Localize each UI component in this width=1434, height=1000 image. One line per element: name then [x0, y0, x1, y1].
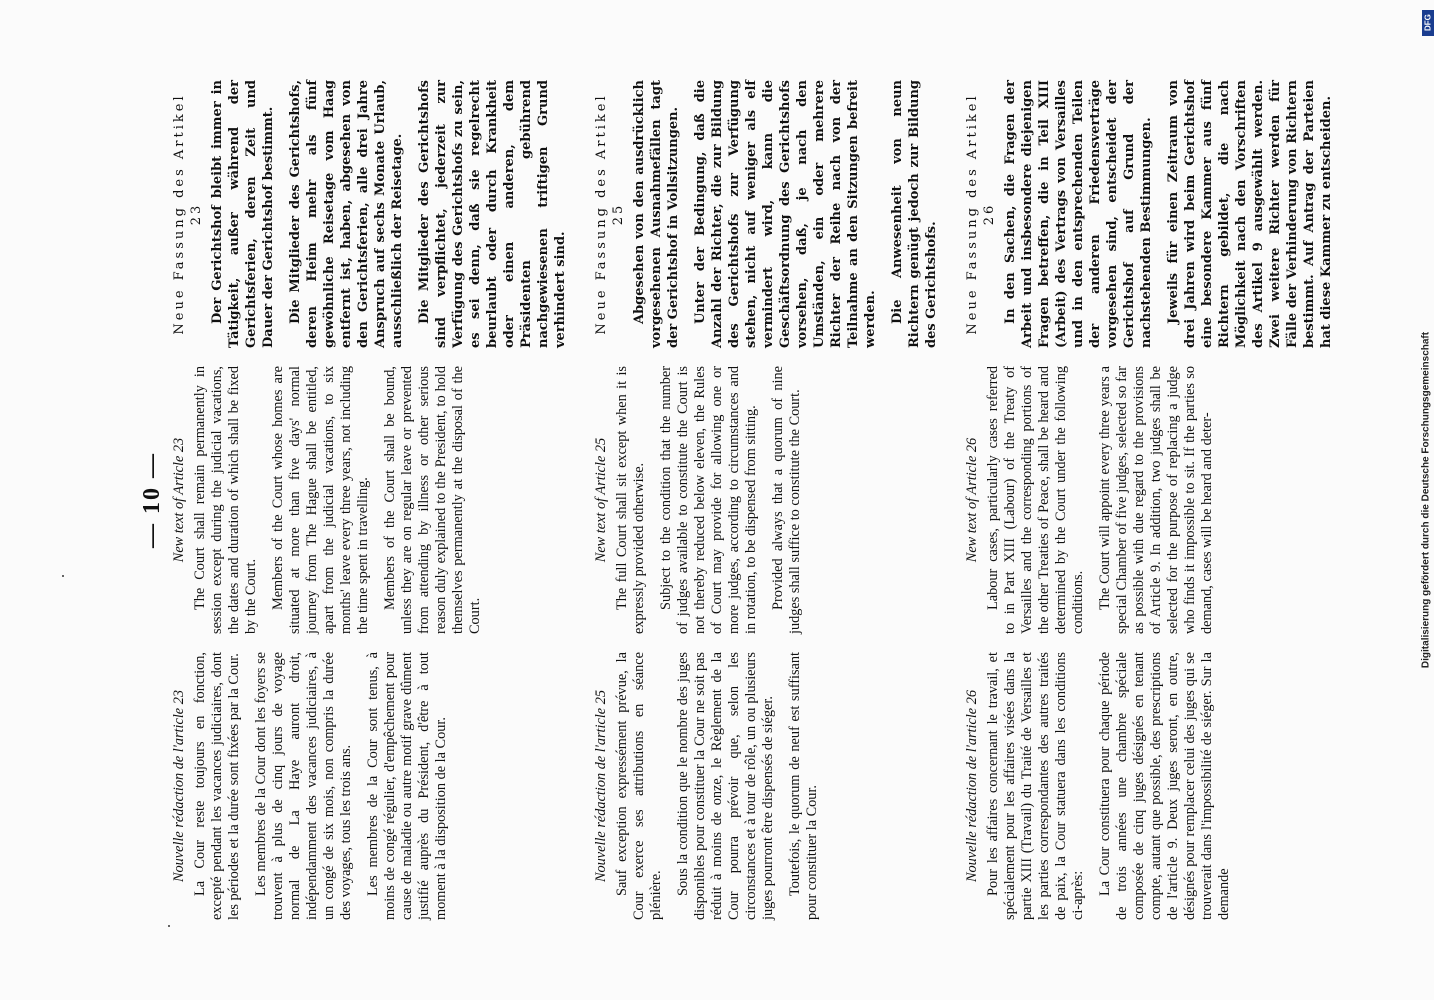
section-heading: Neue Fassung des Artikel 23 [172, 93, 204, 335]
english-column [964, 366, 1335, 634]
french-column [964, 652, 1335, 920]
paragraph: Die Mitglieder des Gerichtshofs sind verpflichtet, jederzeit zur Verfügung des Gerichtshofs zu sein, es sei denn, daß sie regelrecht beurlaubt oder durch Krankheit oder einen anderen, dem Präsidenten gebührend nachgewiesenen triftigen Grund verhindert sind. [417, 80, 568, 348]
paragraph: Les membres de la Cour sont tenus, à moins de congé régulier, d'empêchement pour cause de maladie ou autre motif grave dûment justifié auprès du Président, d'être à tout moment à la disposition de la Cour. [365, 652, 449, 920]
paragraph: In den Sachen, die Fragen der Arbeit und insbesondere diejenigen Fragen betreffen, die in Teil XIII (Arbeit) des Vertrags von Versailles und in den entsprechenden Teilen der anderen Friedensverträge vorgesehen sind, entscheidet der Gerichtshof auf Grund der nachstehenden Bestimmungen. [1003, 80, 1154, 348]
section-heading: Nouvelle rédaction de l'article 25 [593, 689, 609, 883]
paragraph: La Cour reste toujours en fonction, excepté pendant les vacances judiciaires, dont les périodes et la durée sont fixées par la Cour. [192, 652, 242, 920]
digitization-note: Digitalisierung gefördert durch die Deutsche Forschungsgemeinschaft [1420, 331, 1432, 669]
paragraph: The Court shall remain permanently in session except during the judicial vacations, the dates and duration of which shall be fixed by the Court. [192, 366, 259, 634]
section-heading: Nouvelle rédaction de l'article 23 [171, 689, 187, 883]
section-heading: New text of Article 26 [964, 437, 980, 563]
paragraph: The full Court shall sit except when it is expressly provided otherwise. [614, 366, 647, 634]
paragraph: Abgesehen von den ausdrücklich vorgesehenen Ausnahmefällen tagt der Gerichtshof in Vollsitzungen. [632, 80, 681, 348]
section-heading: Neue Fassung des Artikel 26 [965, 93, 997, 335]
paragraph: Members of the Court whose homes are situated at more than five days' normal journey from The Hague shall be entitled, apart from the judicial vacations, to six months' leave every three years, not including the time spent in travelling. [270, 366, 371, 634]
digitization-stamp [1417, 8, 1434, 988]
paragraph: Pour les affaires concernant le travail, et spécialement pour les affaires visées dans la partie XIII (Travail) du Traité de Versailles et les parties correspondantes des autres traités de paix, la Cour statuera dans les conditions ci-après: [985, 652, 1086, 920]
section-heading: New text of Article 25 [593, 437, 609, 563]
french-column [593, 652, 940, 920]
english-column [171, 366, 569, 634]
paragraph: Sous la condition que le nombre des juges disponibles pour constituer la Cour ne soit pas réduit à moins de onze, le Règlement de la Cour pourra prévoir que, selon les circonstances et à tour de rôle, un ou plusieurs juges pourront être dispensés de siéger. [675, 652, 776, 920]
paragraph: La Cour constituera pour chaque période de trois années une chambre spéciale composée de cinq juges désignés en tenant compte, autant que possible, des prescriptions de l'article 9. Deux juges seront, en outre, désignés pour remplacer celui des juges qui se trouverait dans l'impossibilité de siéger. Sur la demande [1097, 652, 1232, 920]
paragraph: Jeweils für einen Zeitraum von drei Jahren wird beim Gerichtshof eine besondere Kammer aus fünf Richtern gebildet, die nach Möglichkeit nach den Vorschriften des Artikel 9 ausgewählt werden. Zwei weitere Richter werden für Fälle der Verhinderung von Richtern bestimmt. Auf Antrag der Parteien hat diese Kammer zu entscheiden. [1166, 80, 1334, 348]
german-column [593, 80, 940, 348]
german-column [964, 80, 1335, 348]
paragraph: Subject to the condition that the number of judges available to constitute the Court is not thereby reduced below eleven, the Rules of Court may provide for allowing one or more judges, according to circumstances and in rotation, to be dispensed from sitting. [658, 366, 759, 634]
article-26-row [964, 80, 1335, 920]
paragraph: Les membres de la Cour dont les foyers se trouvent à plus de cinq jours de voyage normal de La Haye auront droit, indépendamment des vacances judiciaires, à un congé de six mois, non compris la durée des voyages, tous les trois ans. [253, 652, 354, 920]
paragraph: Members of the Court shall be bound, unless they are on regular leave or prevented from attending by illness or other serious reason duly explained to the President, to hold themselves permanently at the disposal of the Court. [382, 366, 483, 634]
article-23-row [171, 80, 569, 920]
section-heading: New text of Article 23 [171, 437, 187, 563]
document-page [127, 70, 1334, 930]
scan-speck [62, 575, 64, 577]
english-column [593, 366, 940, 634]
paragraph: Die Anwesenheit von neun Richtern genügt jedoch zur Bildung des Gerichtshofs. [890, 80, 939, 348]
paragraph: The Court will appoint every three years a special Chamber of five judges, selected so far as possible with due regard to the provisions of Article 9. In addition, two judges shall be selected for the purpose of replacing a judge who finds it impossible to sit. If the parties so demand, cases will be heard and deter- [1097, 366, 1215, 634]
article-25-row [593, 80, 940, 920]
section-heading: Nouvelle rédaction de l'article 26 [964, 689, 980, 883]
german-column [171, 80, 569, 348]
page-number: — 10 — [139, 452, 165, 548]
dfg-logo: DFG [1422, 10, 1434, 36]
scan-speck [168, 925, 170, 927]
french-column [171, 652, 569, 920]
paragraph: Toutefois, le quorum de neuf est suffisant pour constituer la Cour. [787, 652, 820, 920]
paragraph: Sauf exception expressément prévue, la Cour exerce ses attributions en séance plénière. [614, 652, 664, 920]
paragraph: Die Mitglieder des Gerichtshofs, deren Heim mehr als fünf gewöhnliche Reisetage vom Haag entfernt ist, haben, abgesehen von den Gerichtsferien, alle drei Jahre Anspruch auf sechs Monate Urlaub, ausschließlich der Reisetage. [288, 80, 405, 348]
section-heading: Neue Fassung des Artikel 25 [594, 93, 626, 335]
paragraph: Unter der Bedingung, daß die Anzahl der Richter, die zur Bildung des Gerichtshofs zur Verfügung stehen, nicht auf weniger als elf vermindert wird, kann die Geschäftsordnung des Gerichtshofs vorsehen, daß, je nach den Umständen, ein oder mehrere Richter der Reihe nach von der Teilnahme an den Sitzungen befreit werden. [693, 80, 878, 348]
paragraph: Labour cases, particularly cases referred to in Part XIII (Labour) of the Treaty of Versailles and the corresponding portions of the other Treaties of Peace, shall be heard and determined by the Court under the following conditions. [985, 366, 1086, 634]
paragraph: Der Gerichtshof bleibt immer in Tätigkeit, außer während der Gerichtsferien, deren Zeit und Dauer der Gerichtshof bestimmt. [210, 80, 276, 348]
paragraph: Provided always that a quorum of nine judges shall suffice to constitute the Court. [770, 366, 803, 634]
